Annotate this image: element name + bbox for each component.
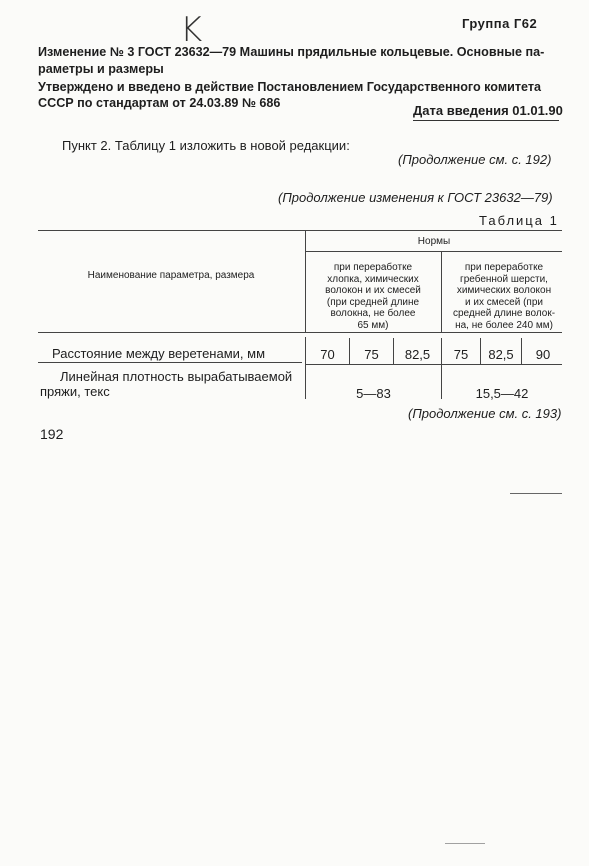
cell-cotton-75: 75 <box>364 347 379 362</box>
cotton-header-line: волокна, не более <box>330 308 416 319</box>
continued-note-193: (Продолжение см. с. 193) <box>408 406 562 421</box>
continued-change-note: (Продолжение изменения к ГОСТ 23632—79) <box>278 190 553 205</box>
instruction-paragraph: Пункт 2. Таблицу 1 изложить в новой редакции: <box>62 138 350 153</box>
cell-cotton-82-5: 82,5 <box>404 347 431 362</box>
wool-header-line: химических волокон <box>456 285 552 296</box>
wool-header-line: и их смесей (при <box>465 296 543 308</box>
table-title: Таблица 1 <box>479 213 559 228</box>
norms-column-divider <box>441 251 442 332</box>
row-linear-density-label: Линейная плотность вырабатываемой <box>60 369 293 384</box>
change-title-line1: Изменение № 3 ГОСТ 23632—79 Машины прядильные кольцевые. Основные па- <box>38 45 545 59</box>
norms-underline <box>305 251 562 252</box>
row1-values-underline <box>305 364 562 365</box>
wool-header-line: на, не более 240 мм) <box>455 319 553 331</box>
cell-wool-82-5: 82,5 <box>488 347 514 362</box>
scan-speck <box>510 493 562 494</box>
cotton-column-header <box>308 262 438 331</box>
cell-wool-75: 75 <box>453 347 469 362</box>
cotton-header-line: (при средней длине <box>326 296 420 308</box>
table-top-rule <box>38 230 562 231</box>
row-linear-density-label-cont: пряжи, текс <box>40 384 110 399</box>
group-code: Группа Г62 <box>462 16 538 31</box>
effective-date-underline <box>413 120 559 121</box>
effective-date: Дата введения 01.01.90 <box>413 103 563 118</box>
approval-line1: Утверждено и введено в действие Постановлением Государственного комитета <box>38 80 542 94</box>
continued-note-192: (Продолжение см. с. 192) <box>398 152 552 167</box>
row-spindle-distance-label: Расстояние между веретенами, мм <box>52 346 266 361</box>
norms-header: Нормы <box>417 236 451 247</box>
wool-header-line: гребенной шерсти, <box>460 273 548 285</box>
header-bottom-rule <box>38 332 562 333</box>
change-title-line2: раметры и размеры <box>38 62 164 76</box>
cell-wool-density: 15,5—42 <box>475 386 529 401</box>
wool-header-line: при переработке <box>464 262 544 273</box>
cotton-header-line: хлопка, химических <box>327 273 419 285</box>
cotton-header-line: 65 мм) <box>357 319 389 331</box>
param-column-header: Наименование параметра, размера <box>87 270 255 281</box>
cell-cotton-density: 5—83 <box>356 386 391 401</box>
approval-line2: СССР по стандартам от 24.03.89 № 686 <box>38 96 281 110</box>
handwritten-mark: K <box>180 10 203 50</box>
cell-wool-90: 90 <box>535 347 551 362</box>
cell-cotton-70: 70 <box>320 347 335 362</box>
page-number: 192 <box>40 426 64 442</box>
scan-speck <box>445 843 485 844</box>
row1-label-underline <box>38 362 302 363</box>
wool-column-header <box>444 262 564 331</box>
cotton-header-line: волокон и их смесей <box>325 285 421 296</box>
cotton-header-line: при переработке <box>333 262 413 273</box>
wool-header-line: средней длине волок- <box>452 308 556 319</box>
